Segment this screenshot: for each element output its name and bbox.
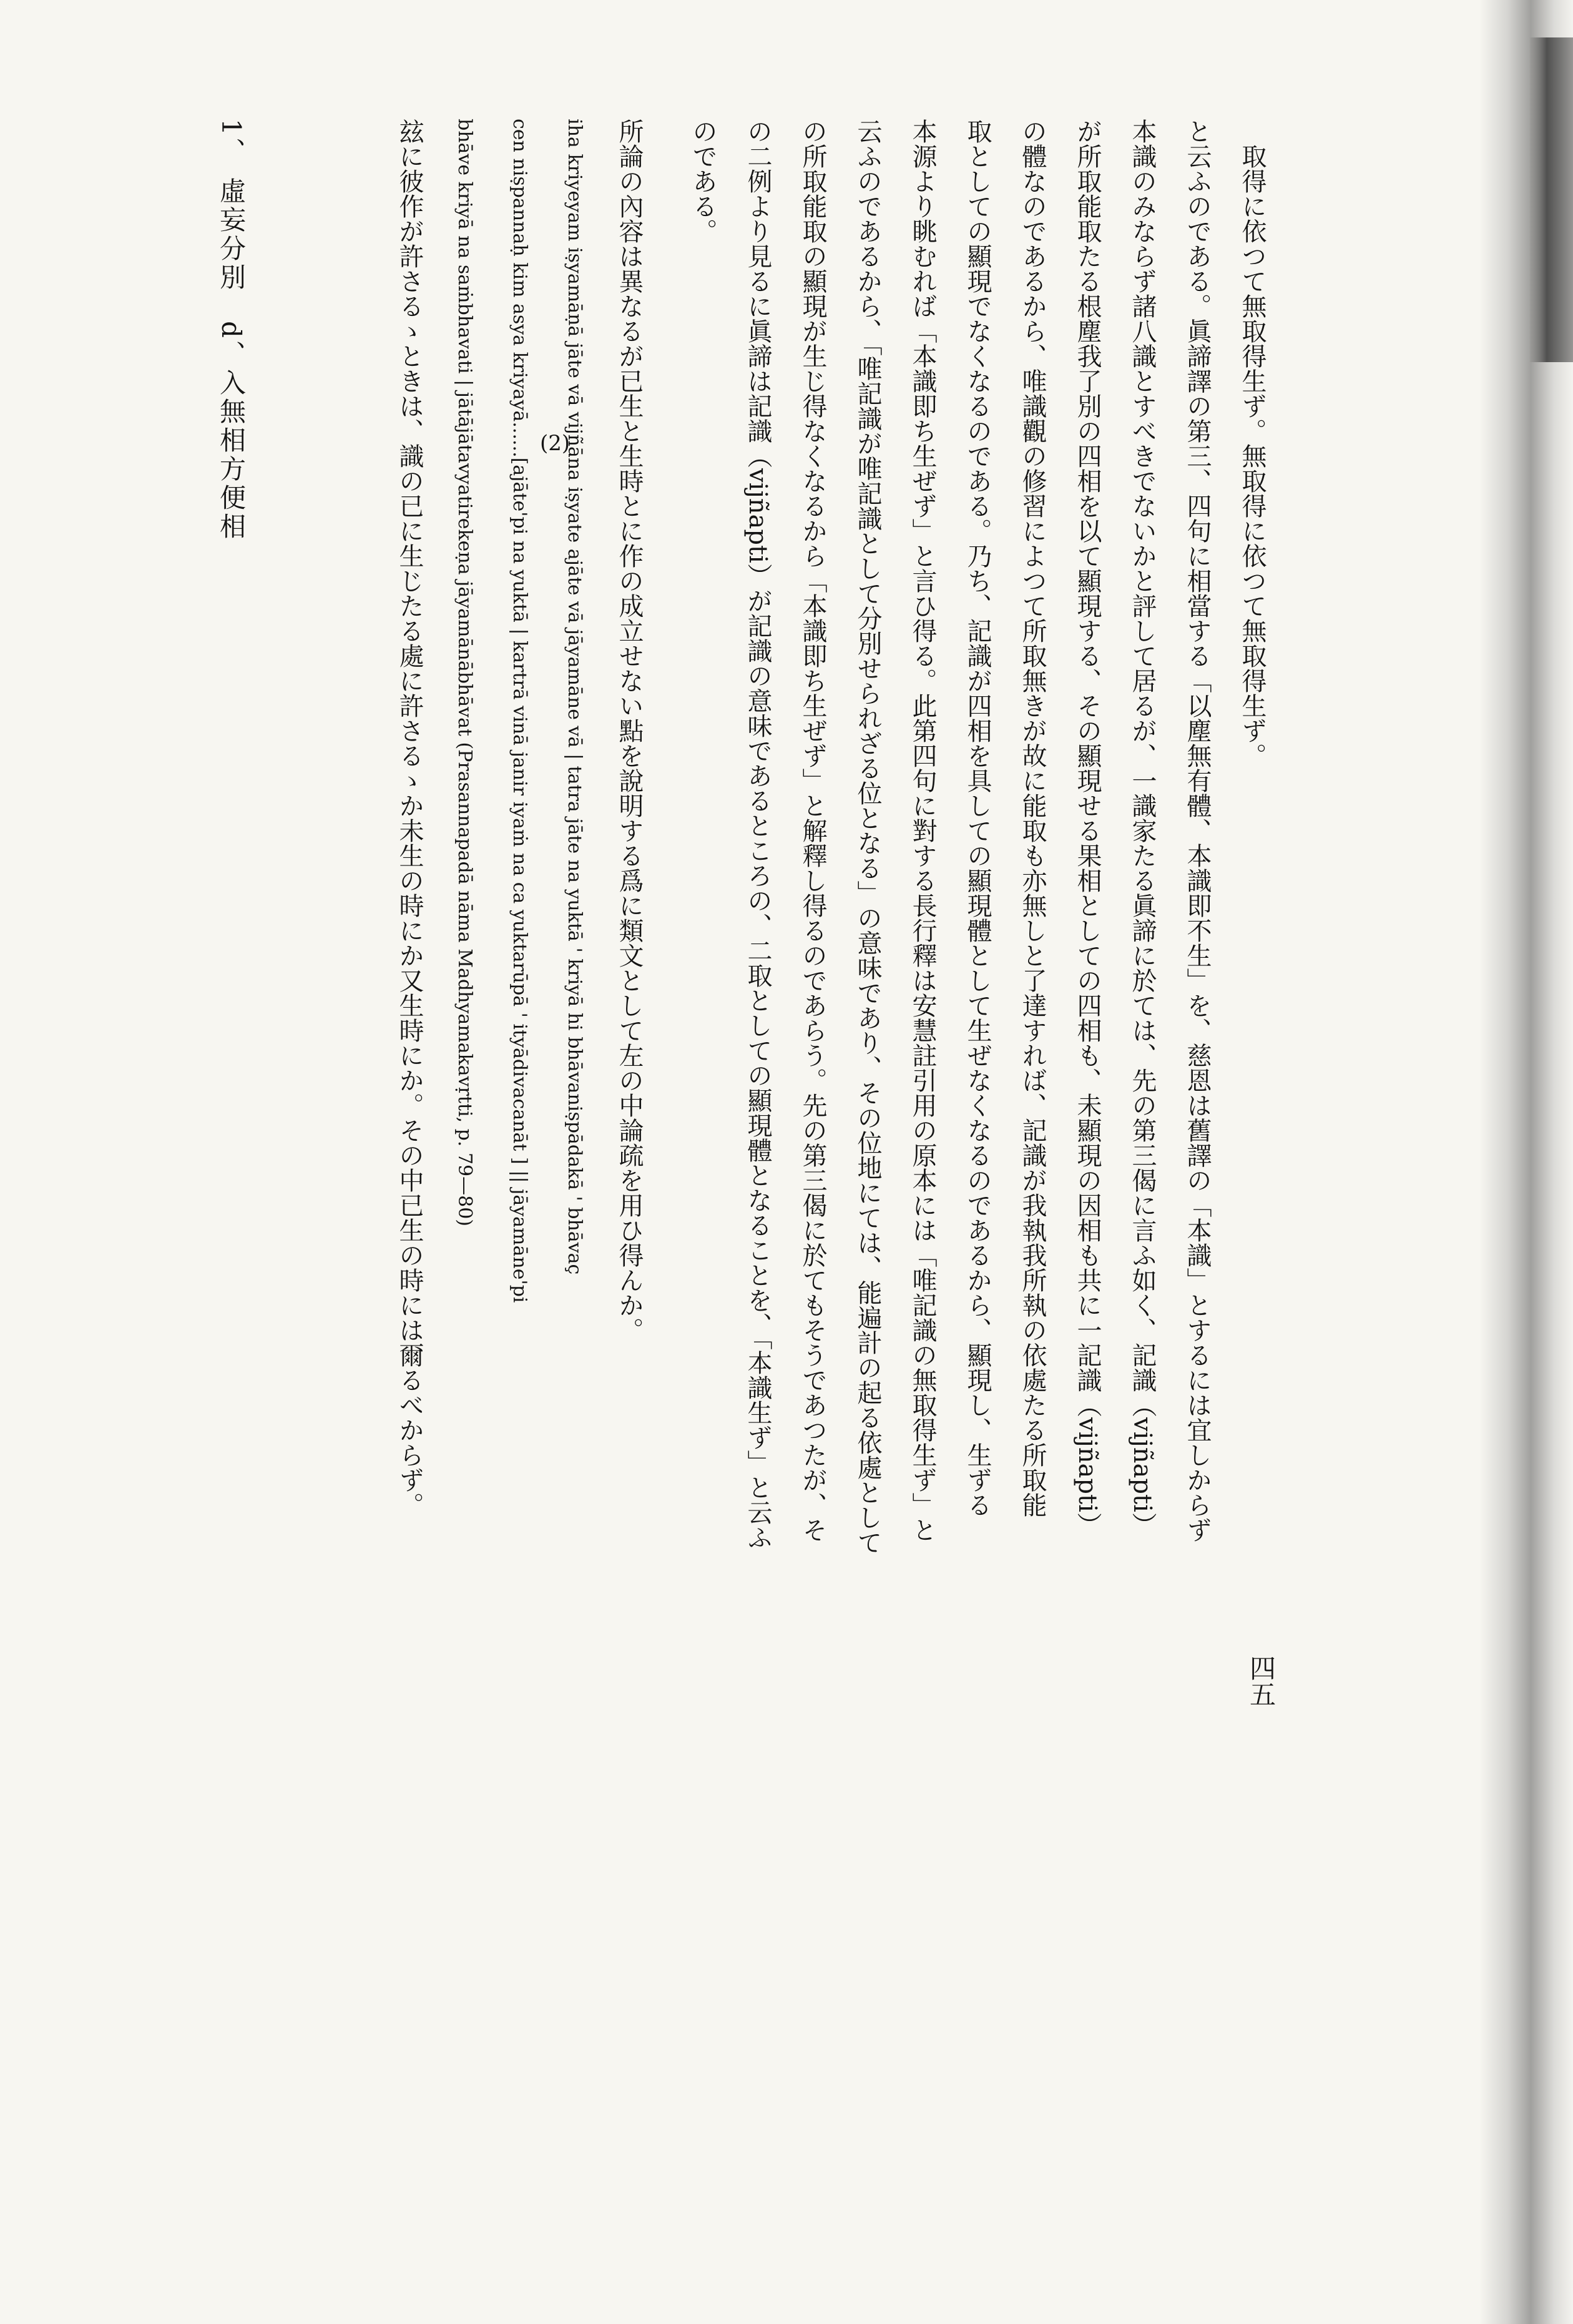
page-number: 四五 (1246, 1655, 1277, 1707)
scan-edge-shadow (1529, 37, 1573, 362)
note-intro: 所論の內容は異なるが已生と生時とに作の成立せない點を說明する爲に類文として左の中論疏を用ひ得んか。 (615, 119, 644, 1342)
paragraph-line: の所取能取の顯現が生じ得なくなるから「本識即ち生ぜず」と解釋し得るのであらう。先の第三偈に於てもそうであつたが、そ (798, 119, 827, 1542)
note-conclusion: 玆に彼作が許さるゝときは、識の已に生じたる處に許さるゝか未生の時にか又生時にか。その中已生の時には爾るべからず。 (395, 119, 424, 1517)
running-header: 1、 虛妄分別 d、入無相方便相 (216, 119, 247, 541)
paragraph-line: の體なのであるから、唯識觀の修習によつて所取無きが故に能取も亦無しと了達すれば、記識が我執我所執の依處たる所取能 (1018, 119, 1047, 1517)
paragraph-line: の二例より見るに眞諦は記識（vijñapti）が記識の意味であるところの、二取としての顯現體となることを、「本識生ず」と云ふ (743, 119, 772, 1550)
paragraph-line: 本識のみならず諸八識とすべきでないかと評して居るが、一識家たる眞諦に於ては、先の第三偈に言ふ如く、記識（vijñapti） (1128, 119, 1157, 1537)
sanskrit-line: bhāve kriyā na saṁbhavati | jātājātavyatirekeṇa jāyamānābhāvat (Prasannapadā nāma Madhyamakavṛtti, p. 79—80) (454, 119, 476, 1227)
paragraph-line: が所取能取たる根塵我了別の四相を以て顯現する、その顯現せる果相としての四相も、未顯現の因相も共に一記識（vijñapti） (1073, 119, 1102, 1537)
main-text-block (382, 119, 1280, 1967)
note-marker: (2) (540, 431, 571, 456)
verse-line: 取得に依つて無取得生ず。無取得に依つて無取得生ず。 (1238, 144, 1267, 768)
paragraph-line: 云ふのであるから、「唯記識が唯記識として分別せられざる位となる」の意味であり、その位地にては、能遍計の起る依處として (853, 119, 882, 1555)
sanskrit-line: iha kriyeyam iṣyamāṇā jāte vā vijñāna iṣyate ajāte vā jāyamāne vā | tatra jāte na yuktā ' kriyā hi bhāvaniṣpādakā ' bhāvaç (564, 119, 586, 1275)
paragraph-line: と云ふのである。眞諦譯の第三、四句に相當する「以塵無有體、本識即不生」を、慈恩は舊譯の「本識」とするには宜しからず (1183, 119, 1212, 1542)
sanskrit-line: cen niṣpannaḥ kim asya kriyayā......[ajāte'pi na yuktā | kartrā vinā janir iyaṁ na ca yuktarūpā ' ityādivacanāt ] || jāyamāne'pi (509, 119, 531, 1303)
note-gap (657, 119, 675, 1967)
paragraph-line: 取としての顯現でなくなるのである。乃ち、記識が四相を具しての顯現體として生ぜなくなるのであるから、顯現し、生ずる (963, 119, 992, 1517)
paragraph-line: 本源より眺むれば「本識即ち生ぜず」と言ひ得る。此第四句に對する長行釋は安慧註引用の原本には「唯記識の無取得生ず」と (908, 119, 937, 1542)
paragraph-line: のである。 (688, 119, 717, 244)
